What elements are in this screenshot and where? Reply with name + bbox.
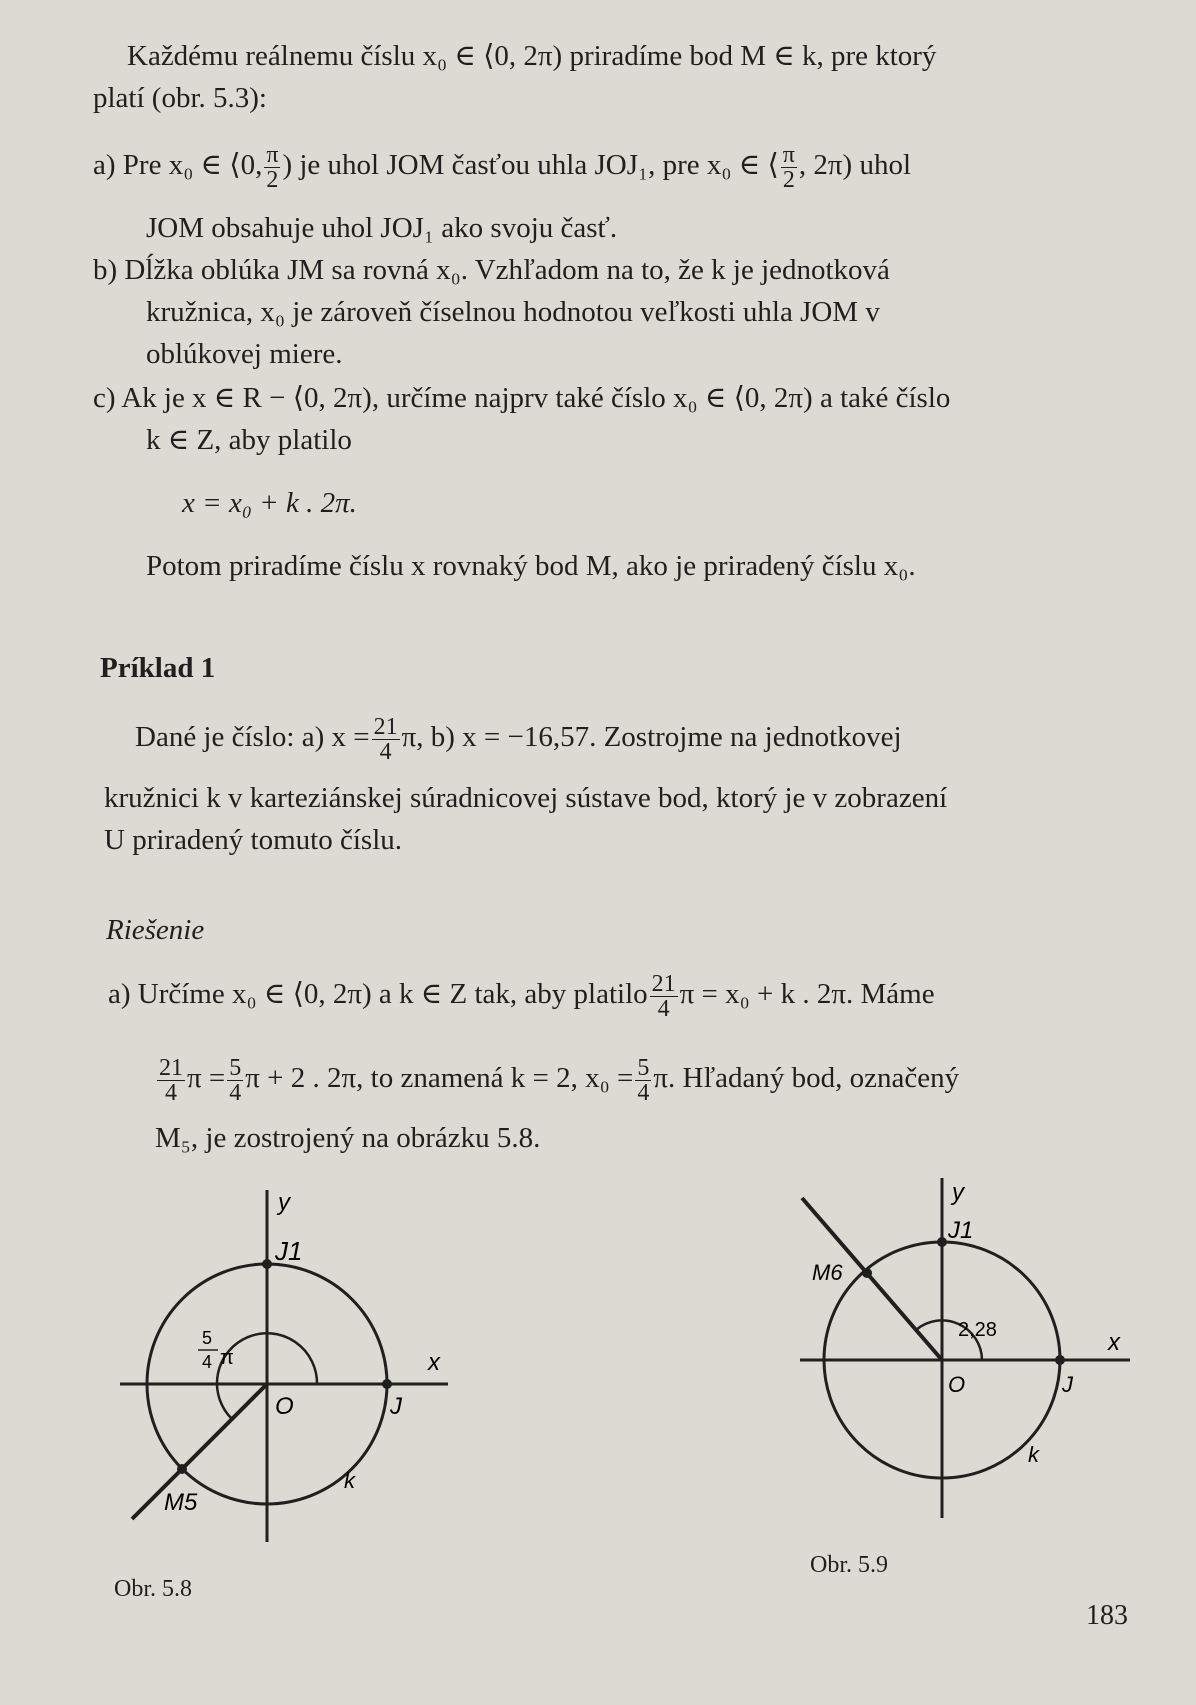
fig59-label-x: x xyxy=(1108,1329,1120,1356)
fig58-label-m5: M5 xyxy=(164,1489,198,1516)
fig58-angle-den: 4 xyxy=(202,1352,213,1372)
solution-a-label: a) xyxy=(108,978,131,1011)
figure-5-8 xyxy=(110,1180,460,1550)
fig58-label-y: y xyxy=(278,1189,290,1216)
intro-line-1: Každému reálnemu číslu x₀ ∈ ⟨0, 2π) priradíme bod M ∈ k, pre ktorý xyxy=(127,40,937,72)
item-b-line-2: kružnica, x₀ je zároveň číselnou hodnotou veľkosti uhla JOM v xyxy=(146,296,880,328)
figure-5-9 xyxy=(790,1170,1140,1520)
task-line-1: Dané je číslo: a) x = $\frac{21}{4}$ π, b) x = −16,57. Zostrojme na jednotkovej xyxy=(135,714,902,765)
item-c-line-2: k ∈ Z, aby platilo xyxy=(146,424,352,456)
fig58-label-o: O xyxy=(275,1393,294,1420)
fig58-point-j1 xyxy=(262,1259,272,1269)
fig59-point-m6 xyxy=(862,1268,872,1278)
fig58-point-j xyxy=(382,1379,392,1389)
fig58-ray-m5 xyxy=(132,1384,267,1519)
task-line-2: kružnici k v karteziánskej súradnicovej sústave bod, ktorý je v zobrazení xyxy=(104,782,948,814)
fig59-label-k: k xyxy=(1028,1442,1039,1467)
fraction-5-over-4: $\frac{5}{4}$ xyxy=(229,1055,242,1106)
item-b-line-3: oblúkovej miere. xyxy=(146,338,343,370)
caption-5-8: Obr. 5.8 xyxy=(114,1576,192,1602)
solution-a-line-3: M₅, je zostrojený na obrázku 5.8. xyxy=(155,1122,541,1154)
item-a-text-2: ) je uhol JOM časťou uhla JOJ₁, pre x₀ ∈ ⟨ xyxy=(282,149,779,182)
fig59-angle-label: 2,28 xyxy=(958,1319,997,1341)
caption-5-9: Obr. 5.9 xyxy=(810,1552,888,1578)
item-c-text-1: Ak je x ∈ R − ⟨0, 2π), určíme najprv také číslo x₀ ∈ ⟨0, 2π) a také číslo xyxy=(121,382,951,414)
fraction-5-over-4-b: $\frac{5}{4}$ xyxy=(637,1055,650,1106)
fig59-label-y: y xyxy=(952,1179,964,1206)
item-a-line-1 xyxy=(93,143,911,192)
fig58-angle-pi: π xyxy=(220,1347,234,1369)
fig58-label-j1: J1 xyxy=(275,1236,303,1266)
item-c-line-1 xyxy=(93,380,950,416)
item-c-label: c) xyxy=(93,382,116,414)
item-a-text-1: Pre x₀ ∈ ⟨0, xyxy=(122,149,263,182)
example-heading: Príklad 1 xyxy=(100,652,216,684)
fraction-pi-over-2: $\frac{\pi}{2}$ xyxy=(266,142,279,193)
item-a-label: a) xyxy=(93,149,116,182)
fraction-pi-over-2-b: $\frac{\pi}{2}$ xyxy=(782,142,795,193)
fig59-label-o: O xyxy=(948,1372,966,1397)
fig58-label-k: k xyxy=(344,1468,355,1493)
item-b-line-1 xyxy=(93,252,890,288)
solution-a-line-2: $\frac{21}{4}$ π = $\frac{5}{4}$ π + 2 . 2π, to znamená k = 2, x₀ = $\frac{5}{4}$ π. Hľadaný bod, označený xyxy=(159,1055,960,1106)
task-line-3: U priradený tomuto číslu. xyxy=(104,824,403,856)
fig59-point-j xyxy=(1055,1355,1065,1365)
potom-line: Potom priradíme číslu x rovnaký bod M, ako je priradený číslu x₀. xyxy=(146,550,916,582)
fig58-angle-num: 5 xyxy=(202,1328,213,1348)
fig59-point-j1 xyxy=(937,1237,947,1247)
item-b-label: b) xyxy=(93,254,118,286)
formula: x = x₀ + k . 2π. xyxy=(182,487,357,519)
fig58-label-x: x xyxy=(428,1349,440,1376)
fig58-point-m5 xyxy=(177,1464,187,1474)
item-a-text-3: , 2π) uhol xyxy=(798,149,912,182)
solution-heading: Riešenie xyxy=(106,914,205,946)
fig59-label-m6: M6 xyxy=(812,1260,843,1285)
item-b-text-1: Dĺžka oblúka JM sa rovná x₀. Vzhľadom na to, že k je jednotková xyxy=(124,254,890,286)
fig58-label-j: J xyxy=(390,1393,402,1420)
item-a-line-2: JOM obsahuje uhol JOJ₁ ako svoju časť. xyxy=(146,212,618,244)
solution-a-line-1: a) Určíme x₀ ∈ ⟨0, 2π) a k ∈ Z tak, aby platilo $\frac{21}{4}$ π = x₀ + k . 2π. Máme xyxy=(108,971,935,1022)
fraction-21-over-4-c: $\frac{21}{4}$ xyxy=(159,1055,183,1106)
intro-line-2: platí (obr. 5.3): xyxy=(93,82,267,114)
fig59-label-j: J xyxy=(1062,1372,1073,1397)
fig59-label-j1: J1 xyxy=(948,1217,974,1244)
fraction-21-over-4-b: $\frac{21}{4}$ xyxy=(651,971,676,1022)
page-number: 183 xyxy=(1086,1600,1128,1631)
fraction-21-over-4: $\frac{21}{4}$ xyxy=(373,714,398,765)
